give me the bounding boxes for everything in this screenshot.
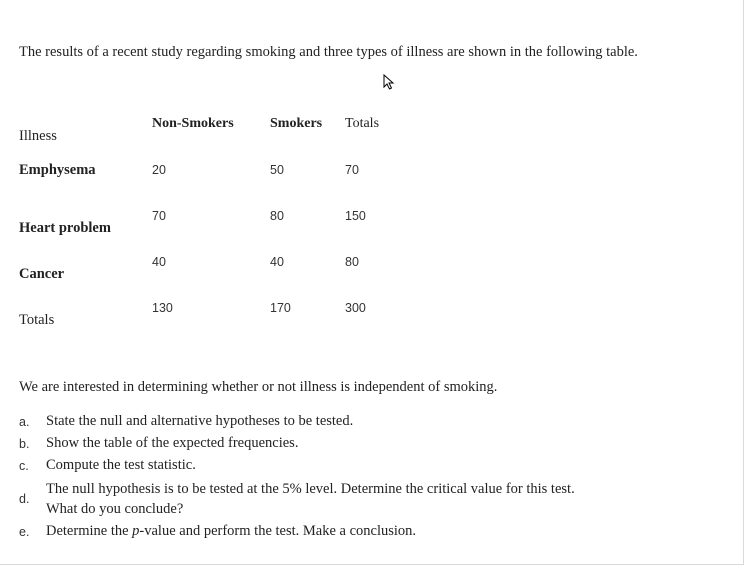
cell-heart-totals: 150 — [345, 209, 366, 223]
row-label-emphysema: Emphysema — [19, 162, 96, 178]
row-label-totals: Totals — [19, 312, 55, 328]
row-header-illness: Illness — [19, 128, 57, 144]
part-e-text-before: Determine the — [46, 523, 133, 539]
header-smokers: Smokers — [270, 116, 323, 131]
cell-heart-non-smokers: 70 — [152, 209, 166, 223]
row-label-cancer: Cancer — [19, 266, 65, 282]
part-c-letter: c. — [19, 459, 29, 473]
cell-heart-smokers: 80 — [270, 209, 284, 223]
part-d-text-line2: What do you conclude? — [46, 501, 184, 517]
part-e-text-after: -value and perform the test. Make a conclusion. — [139, 523, 417, 539]
part-e-p-symbol: p — [132, 523, 140, 539]
cell-emphysema-smokers: 50 — [270, 163, 284, 177]
cell-totals-non-smokers: 130 — [152, 301, 173, 315]
part-b-text: Show the table of the expected frequencies. — [46, 435, 299, 451]
part-d-letter: d. — [19, 492, 30, 506]
cell-emphysema-totals: 70 — [345, 163, 359, 177]
part-a-letter: a. — [19, 415, 30, 429]
row-label-heart-problem: Heart problem — [19, 220, 111, 236]
part-b-letter: b. — [19, 437, 30, 451]
part-c-text: Compute the test statistic. — [46, 457, 196, 473]
cell-cancer-non-smokers: 40 — [152, 255, 166, 269]
cell-emphysema-non-smokers: 20 — [152, 163, 166, 177]
cell-totals-totals: 300 — [345, 301, 366, 315]
intro-text: The results of a recent study regarding smoking and three types of illness are shown in the following table. — [19, 44, 638, 60]
header-non-smokers: Non-Smokers — [152, 116, 234, 131]
part-e-text — [46, 523, 416, 540]
pointer-cursor-icon — [382, 74, 398, 90]
part-d-text-line1: The null hypothesis is to be tested at the 5% level. Determine the critical value for this test. — [46, 481, 575, 497]
cell-cancer-totals: 80 — [345, 255, 359, 269]
part-e-letter: e. — [19, 525, 30, 539]
cell-cancer-smokers: 40 — [270, 255, 284, 269]
part-a-text: State the null and alternative hypotheses to be tested. — [46, 413, 354, 429]
question-text: We are interested in determining whether or not illness is independent of smoking. — [19, 379, 498, 395]
header-totals: Totals — [345, 116, 380, 131]
cell-totals-smokers: 170 — [270, 301, 291, 315]
